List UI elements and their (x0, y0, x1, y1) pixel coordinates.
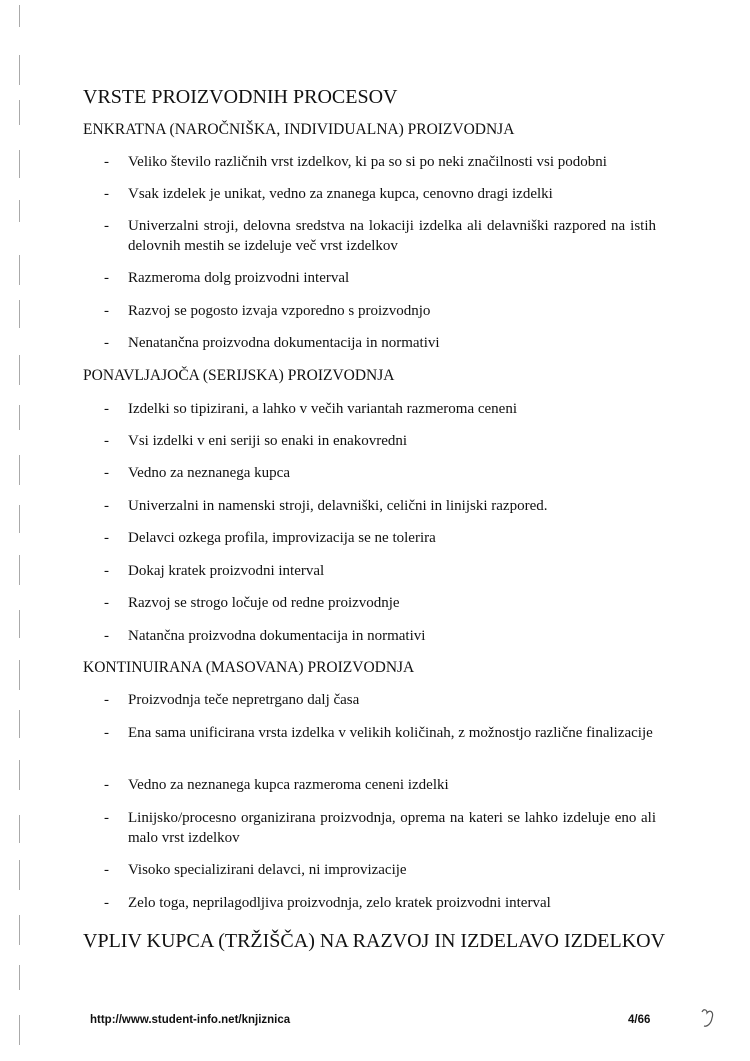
scan-edge-mark (19, 660, 20, 690)
list-item: Izdelki so tipizirani, a lahko v večih variantah razmeroma ceneni (128, 401, 517, 417)
scan-edge-mark (19, 455, 20, 485)
list-item: Vsi izdelki v eni seriji so enaki in enakovredni (128, 433, 408, 449)
bullet-marker: - (104, 433, 109, 449)
list-item: Razvoj se pogosto izvaja vzporedno s proizvodnjo (128, 303, 431, 319)
list-item: Univerzalni in namenski stroji, delavniški, celični in linijski razpored. (128, 498, 548, 514)
scan-edge-mark (19, 505, 20, 533)
list-item: Visoko specializirani delavci, ni improvizacije (128, 862, 407, 878)
handwritten-mark-icon (698, 1006, 720, 1032)
bullet-marker: - (104, 725, 109, 741)
list-item: Delavci ozkega profila, improvizacija se ne tolerira (128, 530, 436, 546)
scan-edge-mark (19, 1015, 20, 1045)
bullet-marker: - (104, 154, 109, 170)
bullet-marker: - (104, 218, 109, 234)
scan-edge-mark (19, 100, 20, 125)
bullet-marker: - (104, 303, 109, 319)
scan-edge-mark (19, 710, 20, 738)
scan-edge-mark (19, 965, 20, 990)
bullet-marker: - (104, 595, 109, 611)
scan-edge-mark (19, 55, 20, 85)
list-item: Dokaj kratek proizvodni interval (128, 563, 325, 579)
page-number: 4/66 (628, 1014, 651, 1026)
list-item: Veliko število različnih vrst izdelkov, ki pa so si po neki značilnosti vsi podobni (128, 154, 607, 170)
section-heading: ENKRATNA (NAROČNIŠKA, INDIVIDUALNA) PROIZVODNJA (83, 121, 515, 138)
list-item: Linijsko/procesno organizirana proizvodnja, oprema na kateri se lahko izdeluje eno ali malo vrst izdelkov (128, 810, 656, 846)
list-item: Nenatančna proizvodna dokumentacija in normativi (128, 335, 440, 351)
list-item: Razmeroma dolg proizvodni interval (128, 270, 350, 286)
bullet-marker: - (104, 777, 109, 793)
bullet-marker: - (104, 810, 109, 826)
list-item: Natančna proizvodna dokumentacija in normativi (128, 628, 426, 644)
scan-edge-mark (19, 150, 20, 178)
section-heading: KONTINUIRANA (MASOVANA) PROIZVODNJA (83, 659, 415, 676)
scan-edge-mark (19, 355, 20, 385)
bullet-marker: - (104, 628, 109, 644)
scan-edge-mark (19, 760, 20, 790)
bullet-marker: - (104, 401, 109, 417)
list-item: Vsak izdelek je unikat, vedno za znanega kupca, cenovno dragi izdelki (128, 186, 553, 202)
bullet-marker: - (104, 895, 109, 911)
section-subheading: VPLIV KUPCA (TRŽIŠČA) NA RAZVOJ IN IZDELAVO IZDELKOV (83, 930, 666, 952)
list-item: Proizvodnja teče nepretrgano dalj časa (128, 692, 360, 708)
scan-edge-mark (19, 5, 20, 27)
bullet-marker: - (104, 862, 109, 878)
bullet-marker: - (104, 186, 109, 202)
bullet-marker: - (104, 563, 109, 579)
section-heading: PONAVLJAJOČA (SERIJSKA) PROIZVODNJA (83, 367, 395, 384)
bullet-marker: - (104, 692, 109, 708)
list-item: Zelo toga, neprilagodljiva proizvodnja, zelo kratek proizvodni interval (128, 895, 551, 911)
scan-edge-mark (19, 255, 20, 285)
list-item: Razvoj se strogo ločuje od redne proizvodnje (128, 595, 400, 611)
footer-url: http://www.student-info.net/knjiznica (90, 1014, 291, 1026)
scan-edge-mark (19, 200, 20, 222)
scan-edge-mark (19, 610, 20, 638)
scan-edge-mark (19, 915, 20, 945)
list-item: Ena sama unificirana vrsta izdelka v velikih količinah, z možnostjo različne finalizacije (128, 725, 653, 741)
scan-edge-mark (19, 860, 20, 890)
bullet-marker: - (104, 335, 109, 351)
page-title: VRSTE PROIZVODNIH PROCESOV (83, 86, 398, 108)
bullet-marker: - (104, 498, 109, 514)
scan-edge-mark (19, 300, 20, 328)
scan-edge-mark (19, 405, 20, 430)
list-item: Vedno za neznanega kupca razmeroma ceneni izdelki (128, 777, 449, 793)
scan-edge-mark (19, 815, 20, 843)
bullet-marker: - (104, 530, 109, 546)
scan-edge-mark (19, 555, 20, 585)
bullet-marker: - (104, 270, 109, 286)
list-item: Univerzalni stroji, delovna sredstva na lokaciji izdelka ali delavniški razpored na istih delovnih mestih se izdeluje več vrst izdelkov (128, 218, 656, 254)
list-item: Vedno za neznanega kupca (128, 465, 290, 481)
bullet-marker: - (104, 465, 109, 481)
